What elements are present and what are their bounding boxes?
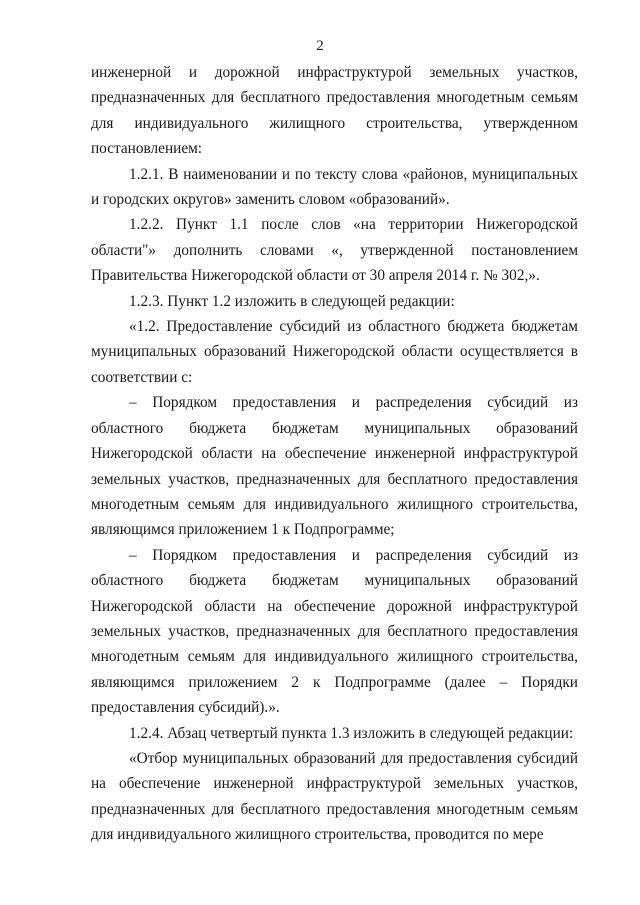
paragraph-quoted-1-2: «1.2. Предоставление субсидий из областного бюджета бюджетам муниципальных образований Нижегородской области осуществляется в соответствии с: (91, 318, 578, 386)
paragraph-intro-continuation: инженерной и дорожной инфраструктурой земельных участков, предназначенных для бесплатного предоставления многодетным семьям для индивидуального жилищного строительства, утвержденном постановлением: (91, 64, 578, 158)
document-body (91, 60, 578, 848)
paragraph-1-2-4: 1.2.4. Абзац четвертый пункта 1.3 изложить в следующей редакции: (129, 724, 574, 742)
paragraph-1-2-1: 1.2.1. В наименовании и по тексту слова «районов, муниципальных и городских округов» заменить словом «образований». (91, 165, 578, 209)
paragraph-order-road: – Порядком предоставления и распределения субсидий из областного бюджета бюджетам муниципальных образований Нижегородской области на обеспечение дорожной инфраструктурой земельных участков, предназначенных для бесплатного предоставления многодетным семьям для индивидуального жилищного строительства, являющимся приложением 2 к Подпрограмме (далее – Порядки предоставления субсидий).». (91, 546, 578, 717)
page-number: 2 (316, 38, 324, 54)
paragraph-1-2-2: 1.2.2. Пункт 1.1 после слов «на территории Нижегородской области"» дополнить словами «, утвержденной постановлением Правительства Нижегородской области от 30 апреля 2014 г. № 302,». (91, 216, 578, 285)
paragraph-1-2-3: 1.2.3. Пункт 1.2 изложить в следующей редакции: (129, 292, 455, 310)
paragraph-selection: «Отбор муниципальных образований для предоставления субсидий на обеспечение инженерной инфраструктурой земельных участков, предназначенных для бесплатного предоставления многодетным семьям для индивидуального жилищного строительства, проводится по мере (91, 749, 578, 844)
paragraph-order-engineering: – Порядком предоставления и распределения субсидий из областного бюджета бюджетам муниципальных образований Нижегородской области на обеспечение инженерной инфраструктурой земельных участков, предназначенных для бесплатного предоставления многодетным семьям для индивидуального жилищного строительства, являющимся приложением 1 к Подпрограмме; (91, 394, 578, 539)
